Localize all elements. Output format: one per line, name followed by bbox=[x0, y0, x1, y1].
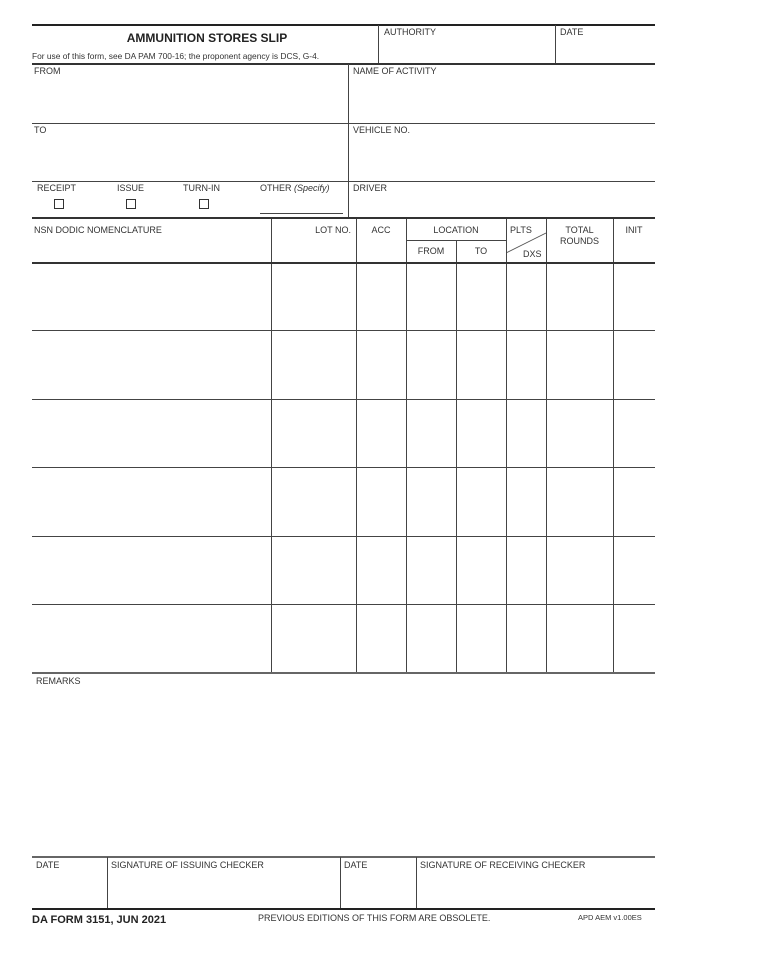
version-code: APD AEM v1.00ES bbox=[578, 913, 642, 922]
table-row[interactable] bbox=[32, 468, 655, 536]
table-row[interactable] bbox=[32, 331, 655, 399]
authority-field[interactable] bbox=[378, 25, 555, 63]
from-label: FROM bbox=[34, 66, 61, 76]
issuing-date-label: DATE bbox=[36, 860, 60, 870]
table-row[interactable] bbox=[32, 264, 655, 330]
col-nsn: NSN DODIC NOMENCLATURE bbox=[34, 225, 162, 235]
remarks-field[interactable] bbox=[32, 674, 655, 856]
authority-label: AUTHORITY bbox=[384, 27, 437, 37]
col-init: INIT bbox=[625, 225, 643, 235]
turn-in-label: TURN-IN bbox=[183, 183, 220, 193]
remarks-label: REMARKS bbox=[36, 676, 81, 686]
name-of-activity-field[interactable] bbox=[348, 65, 655, 123]
receipt-label: RECEIPT bbox=[37, 183, 77, 193]
other-specify-input[interactable] bbox=[260, 201, 343, 214]
col-lot-no: LOT NO. bbox=[315, 225, 351, 235]
col-dxs: DXS bbox=[523, 249, 542, 259]
table-row[interactable] bbox=[32, 537, 655, 604]
vehicle-no-label: VEHICLE NO. bbox=[353, 125, 411, 135]
vehicle-no-field[interactable] bbox=[348, 124, 655, 181]
driver-label: DRIVER bbox=[353, 183, 388, 193]
col-location-to: TO bbox=[474, 246, 488, 256]
issuing-date-field[interactable] bbox=[32, 858, 107, 908]
receiving-checker-signature-field[interactable] bbox=[416, 858, 655, 908]
form-id: DA FORM 3151, JUN 2021 bbox=[32, 914, 167, 926]
form-subtitle: For use of this form, see DA PAM 700-16; the proponent agency is DCS, G-4. bbox=[32, 51, 320, 61]
obsolete-notice: PREVIOUS EDITIONS OF THIS FORM ARE OBSOLETE. bbox=[258, 913, 491, 923]
other-label-text: OTHER bbox=[260, 183, 292, 193]
col-acc: ACC bbox=[371, 225, 391, 235]
table-row[interactable] bbox=[32, 605, 655, 672]
issuing-checker-label: SIGNATURE OF ISSUING CHECKER bbox=[111, 860, 264, 870]
from-field[interactable] bbox=[32, 65, 348, 123]
col-plts: PLTS bbox=[510, 225, 532, 235]
items-table-header bbox=[32, 219, 655, 262]
other-label bbox=[260, 183, 330, 194]
receipt-checkbox[interactable] bbox=[54, 199, 64, 209]
col-location-from: FROM bbox=[417, 246, 445, 256]
to-label: TO bbox=[34, 125, 47, 135]
date-field[interactable] bbox=[555, 25, 655, 63]
receiving-date-field[interactable] bbox=[340, 858, 416, 908]
turn-in-checkbox[interactable] bbox=[199, 199, 209, 209]
date-label: DATE bbox=[560, 27, 584, 37]
receiving-date-label: DATE bbox=[344, 860, 368, 870]
other-hint: (Specify) bbox=[294, 183, 330, 193]
col-rounds-label: ROUNDS bbox=[559, 236, 599, 246]
issuing-checker-signature-field[interactable] bbox=[107, 858, 340, 908]
col-location: LOCATION bbox=[433, 225, 479, 235]
plts-dxs-diagonal bbox=[506, 219, 546, 262]
receiving-checker-label: SIGNATURE OF RECEIVING CHECKER bbox=[420, 860, 586, 870]
driver-field[interactable] bbox=[348, 182, 655, 217]
form-title: AMMUNITION STORES SLIP bbox=[126, 31, 288, 45]
col-total-rounds bbox=[546, 225, 613, 247]
table-row[interactable] bbox=[32, 400, 655, 467]
to-field[interactable] bbox=[32, 124, 348, 181]
issue-checkbox[interactable] bbox=[126, 199, 136, 209]
name-of-activity-label: NAME OF ACTIVITY bbox=[353, 66, 437, 76]
col-total-label: TOTAL bbox=[565, 225, 594, 235]
issue-label: ISSUE bbox=[117, 183, 145, 193]
bottom-border bbox=[32, 908, 655, 910]
